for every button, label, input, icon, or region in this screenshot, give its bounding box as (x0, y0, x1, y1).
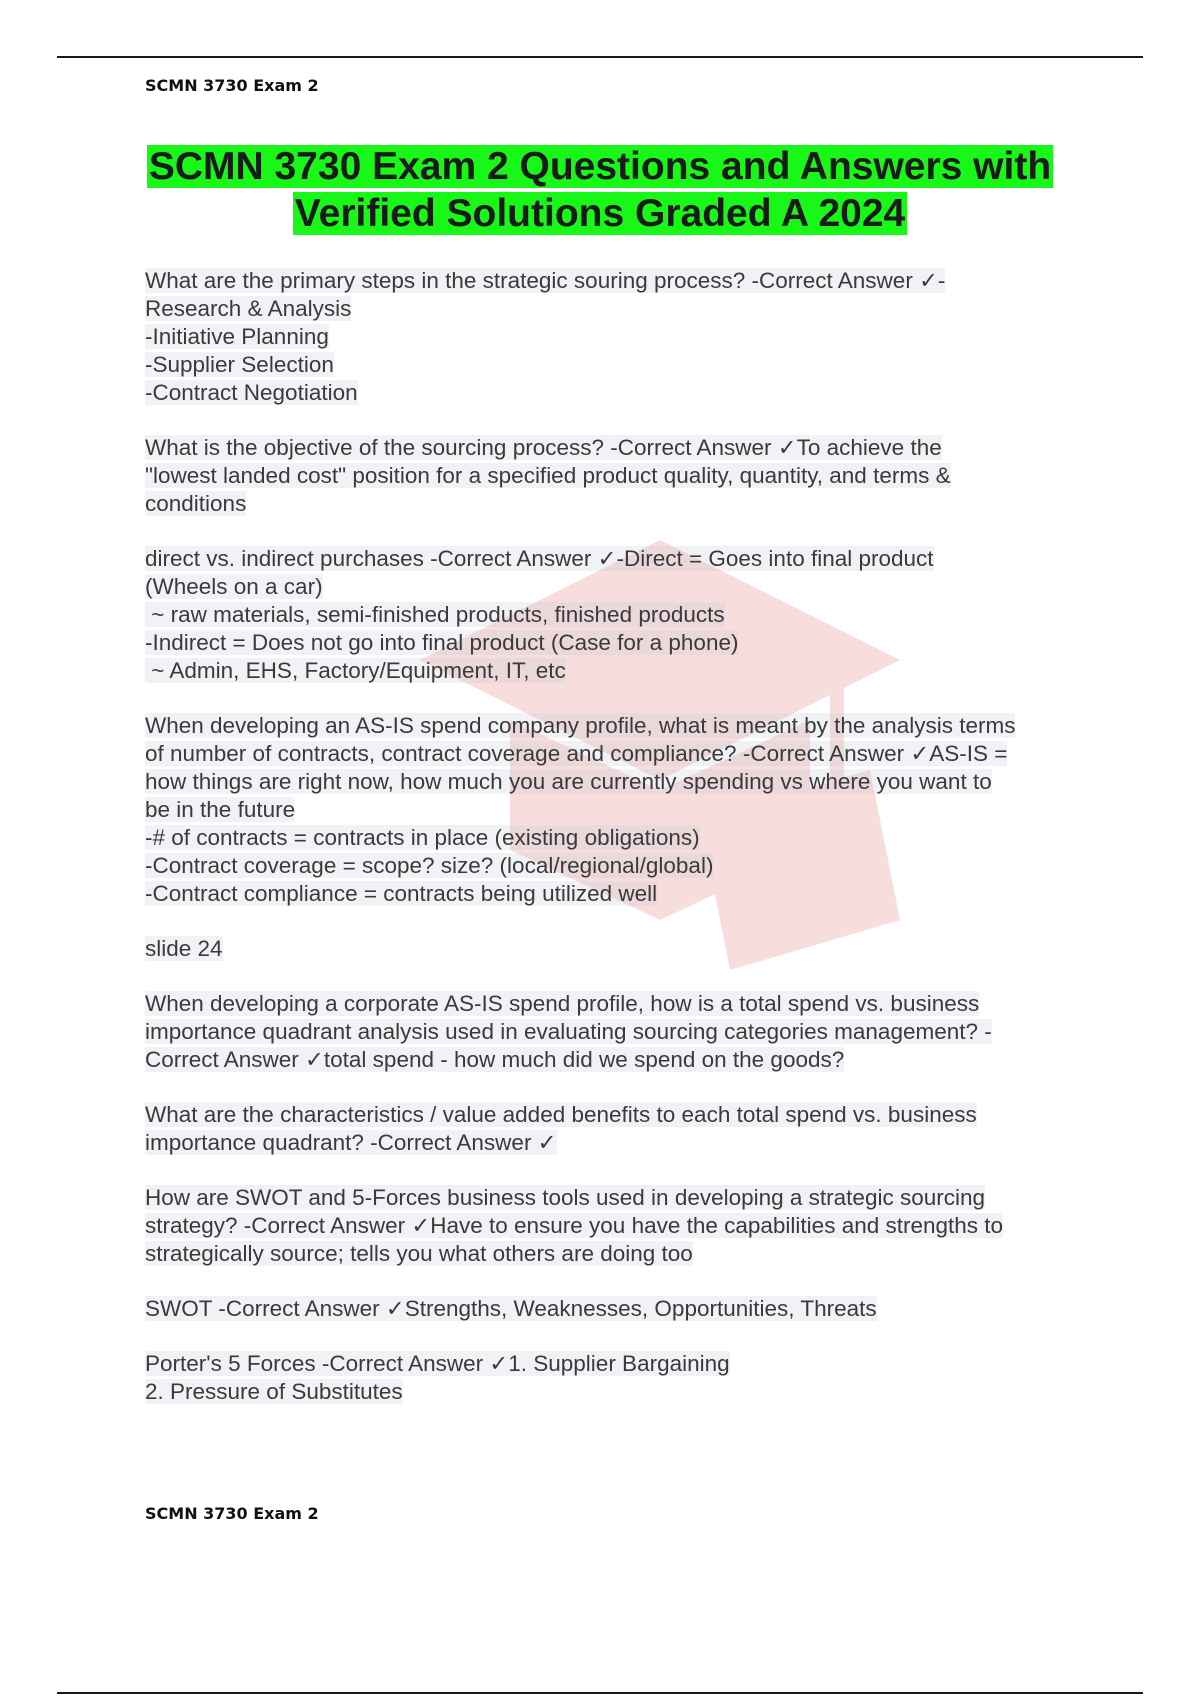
qa-text-line (145, 796, 1095, 824)
qa-text-line (145, 768, 1095, 796)
qa-item (145, 1350, 1095, 1406)
qa-text: (Wheels on a car) (145, 574, 323, 599)
qa-text: SWOT -Correct Answer ✓Strengths, Weaknesses, Opportunities, Threats (145, 1296, 877, 1321)
qa-item (145, 1184, 1095, 1268)
qa-text: ~ Admin, EHS, Factory/Equipment, IT, etc (145, 658, 566, 683)
qa-text: be in the future (145, 797, 296, 822)
qa-text: slide 24 (145, 936, 223, 961)
qa-text: Porter's 5 Forces -Correct Answer ✓1. Supplier Bargaining (145, 1351, 730, 1376)
title-line-1: SCMN 3730 Exam 2 Questions and Answers with (148, 145, 1052, 188)
qa-text-line (145, 880, 1095, 908)
qa-text-line (145, 824, 1095, 852)
qa-text: importance quadrant analysis used in evaluating sourcing categories management? - (145, 1019, 992, 1044)
qa-text-line (145, 990, 1095, 1018)
running-footer: SCMN 3730 Exam 2 (145, 1504, 319, 1523)
qa-item (145, 434, 1095, 518)
qa-text: of number of contracts, contract coverage and compliance? -Correct Answer ✓AS-IS = (145, 741, 1008, 766)
qa-list (145, 267, 1095, 1433)
qa-text-line (145, 1101, 1095, 1129)
qa-text: 2. Pressure of Substitutes (145, 1379, 403, 1404)
qa-text-line (145, 1046, 1095, 1074)
qa-text: -Supplier Selection (145, 352, 334, 377)
qa-text: strategy? -Correct Answer ✓Have to ensure you have the capabilities and strengths to (145, 1213, 1004, 1238)
qa-text-line (145, 545, 1095, 573)
qa-text: -Contract compliance = contracts being utilized well (145, 881, 658, 906)
qa-text: -Indirect = Does not go into final product (Case for a phone) (145, 630, 739, 655)
qa-text-line (145, 462, 1095, 490)
bottom-rule (57, 1692, 1143, 1694)
qa-text-line (145, 657, 1095, 685)
qa-text: direct vs. indirect purchases -Correct Answer ✓-Direct = Goes into final product (145, 546, 934, 571)
qa-text-line (145, 935, 1095, 963)
qa-text: ~ raw materials, semi-finished products, finished products (145, 602, 725, 627)
qa-text: What is the objective of the sourcing process? -Correct Answer ✓To achieve the (145, 435, 942, 460)
qa-text-line (145, 1240, 1095, 1268)
qa-text-line (145, 351, 1095, 379)
qa-text-line (145, 434, 1095, 462)
qa-item (145, 990, 1095, 1074)
qa-text-line (145, 323, 1095, 351)
qa-text-line (145, 295, 1095, 323)
qa-item (145, 935, 1095, 963)
qa-text: Research & Analysis (145, 296, 352, 321)
title-line-2: Verified Solutions Graded A 2024 (294, 192, 906, 235)
qa-text-line (145, 1350, 1095, 1378)
qa-text-line (145, 379, 1095, 407)
qa-text: conditions (145, 491, 247, 516)
qa-item (145, 1101, 1095, 1157)
qa-text-line (145, 1018, 1095, 1046)
qa-text-line (145, 1184, 1095, 1212)
qa-text-line (145, 1129, 1095, 1157)
qa-text-line (145, 573, 1095, 601)
qa-text-line (145, 267, 1095, 295)
qa-text-line (145, 629, 1095, 657)
document-title (0, 143, 1200, 237)
qa-text: "lowest landed cost" position for a specified product quality, quantity, and terms & (145, 463, 951, 488)
qa-text-line (145, 1378, 1095, 1406)
qa-text: Correct Answer ✓total spend - how much did we spend on the goods? (145, 1047, 845, 1072)
qa-text: When developing an AS-IS spend company profile, what is meant by the analysis terms (145, 713, 1016, 738)
qa-text: When developing a corporate AS-IS spend profile, how is a total spend vs. business (145, 991, 980, 1016)
qa-text: -# of contracts = contracts in place (existing obligations) (145, 825, 700, 850)
qa-text: -Initiative Planning (145, 324, 329, 349)
qa-item (145, 267, 1095, 407)
qa-item (145, 545, 1095, 685)
qa-item (145, 1295, 1095, 1323)
qa-text: How are SWOT and 5-Forces business tools used in developing a strategic sourcing (145, 1185, 986, 1210)
qa-text-line (145, 1295, 1095, 1323)
qa-text-line (145, 712, 1095, 740)
qa-text: What are the characteristics / value added benefits to each total spend vs. business (145, 1102, 977, 1127)
qa-text: -Contract Negotiation (145, 380, 358, 405)
qa-item (145, 712, 1095, 908)
qa-text-line (145, 852, 1095, 880)
top-rule (57, 56, 1143, 58)
qa-text-line (145, 740, 1095, 768)
qa-text: importance quadrant? -Correct Answer ✓ (145, 1130, 557, 1155)
qa-text: What are the primary steps in the strategic souring process? -Correct Answer ✓- (145, 268, 946, 293)
qa-text: strategically source; tells you what others are doing too (145, 1241, 693, 1266)
qa-text-line (145, 601, 1095, 629)
qa-text: how things are right now, how much you are currently spending vs where you want to (145, 769, 992, 794)
running-header: SCMN 3730 Exam 2 (145, 76, 319, 95)
qa-text-line (145, 1212, 1095, 1240)
qa-text: -Contract coverage = scope? size? (local/regional/global) (145, 853, 714, 878)
qa-text-line (145, 490, 1095, 518)
